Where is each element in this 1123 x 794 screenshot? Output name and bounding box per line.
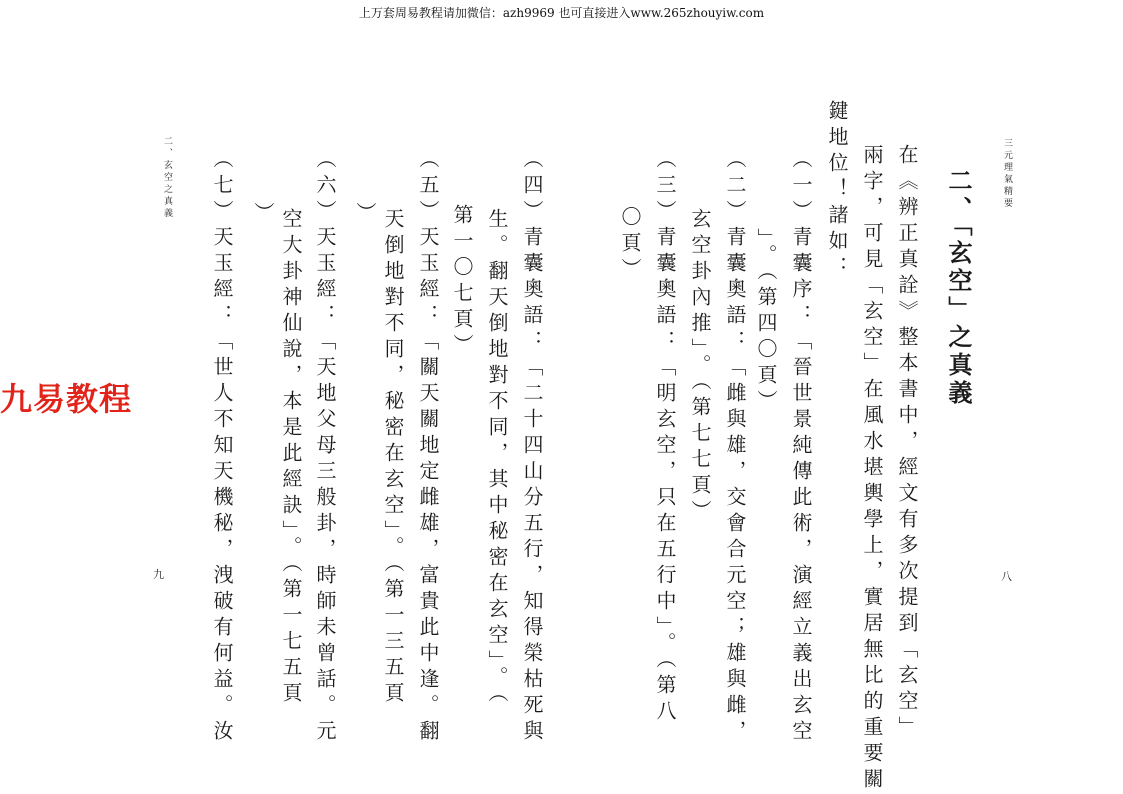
citation-6-line-2: 空大卦神仙說，本是此經訣」。（第一七五頁	[279, 208, 303, 708]
citation-3-line-1: （三）青囊奧語：「明玄空，只在五行中」。（第八	[653, 148, 677, 726]
citation-6-line-3: ）	[251, 202, 275, 228]
citation-5-line-3: ）	[353, 202, 377, 228]
citation-1-line-1: （一）青囊序：「晉世景純傳此術，演經立義出玄空	[789, 148, 813, 746]
citation-5-line-2: 天倒地對不同，秘密在玄空」。（第一三五頁	[381, 208, 405, 708]
citation-5-line-1: （五）天玉經：「關天關地定雌雄，富貴此中逢。翻	[416, 148, 440, 746]
left-running-head: 二、玄空之真義	[162, 136, 172, 220]
citation-7-line-1: （七）天玉經：「世人不知天機秘，洩破有何益。汝	[210, 148, 234, 746]
watermark-logo: 九易教程	[0, 380, 133, 418]
citation-1-line-2: 」。（第四〇頁）	[754, 228, 778, 416]
right-running-head: 三元理氣精要	[1002, 138, 1012, 210]
top-banner: 上万套周易教程请加微信：azh9969 也可直接进入www.265zhouyiw.com	[358, 6, 765, 20]
citation-6-line-1: （六）天玉經：「天地父母三般卦，時師未曾話。元	[313, 148, 337, 746]
intro-line-1: 在《辨正真詮》整本書中，經文有多次提到「玄空」	[895, 144, 919, 742]
citation-4-line-2: 生。翻天倒地對不同，其中秘密在玄空」。（	[485, 208, 509, 708]
citation-4-line-3: 第一〇七頁）	[450, 204, 474, 360]
citation-3-line-2: 〇頁）	[618, 206, 642, 284]
citation-2-line-2: 玄空卦內推」。（第七七頁）	[688, 208, 712, 526]
citation-4-line-1: （四）青囊奧語：「二十四山分五行，知得榮枯死與	[520, 148, 544, 746]
right-page-number: 八	[1001, 570, 1012, 583]
intro-line-3: 鍵地位！諸如：	[825, 100, 849, 282]
section-title: 二、「玄空」之真義	[944, 168, 973, 408]
left-page-number: 九	[153, 568, 164, 581]
citation-2-line-1: （二）青囊奧語：「雌與雄，交會合元空；雄與雌，	[723, 148, 747, 746]
intro-line-2: 兩字，可見「玄空」在風水堪輿學上，實居無比的重要關	[860, 144, 884, 794]
